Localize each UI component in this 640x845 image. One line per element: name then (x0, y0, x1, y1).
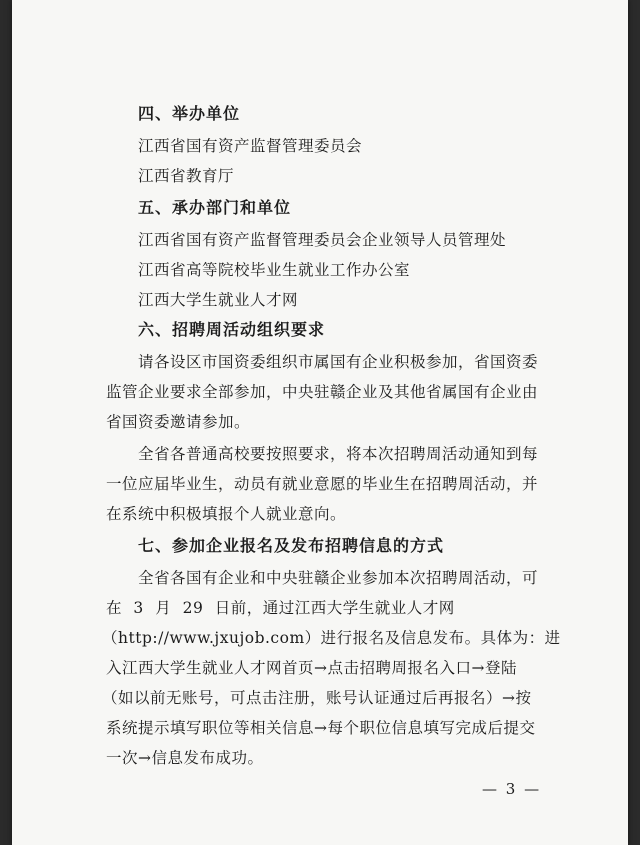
paragraph-6-2-line-2: 一位应届毕业生，动员有就业意愿的毕业生在招聘周活动，并 (106, 475, 539, 493)
paragraph-6-1-line-1: 请各设区市国资委组织市属国有企业积极参加，省国资委 (138, 353, 539, 371)
paragraph-6-2-line-3: 在系统中积极填报个人就业意向。 (106, 505, 347, 523)
paragraph-6-1-line-3: 省国资委邀请参加。 (106, 413, 251, 431)
paragraph-7-line-6: 系统提示填写职位等相关信息→每个职位信息填写完成后提交 (106, 719, 536, 737)
section-heading-5: 五、承办部门和单位 (138, 198, 292, 217)
section-heading-4: 四、举办单位 (138, 104, 241, 123)
paragraph-7-line-4: 入江西大学生就业人才网首页→点击招聘周报名入口→登陆 (106, 659, 517, 677)
undertaker-line-3: 江西大学生就业人才网 (138, 291, 299, 309)
section-heading-6: 六、招聘周活动组织要求 (138, 320, 326, 339)
page-number: — 3 — (482, 780, 542, 798)
undertaker-line-1: 江西省国有资产监督管理委员会企业领导人员管理处 (138, 231, 507, 249)
paragraph-7-line-7: 一次→信息发布成功。 (106, 749, 264, 767)
section-heading-7: 七、参加企业报名及发布招聘信息的方式 (138, 536, 445, 555)
document-page (12, 0, 628, 845)
paragraph-7-line-1: 全省各国有企业和中央驻赣企业参加本次招聘周活动，可 (138, 569, 539, 587)
paragraph-7-line-2: 在 3 月 29 日前，通过江西大学生就业人才网 (106, 599, 455, 617)
organizer-line-1: 江西省国有资产监督管理委员会 (138, 137, 363, 155)
undertaker-line-2: 江西省高等院校毕业生就业工作办公室 (138, 261, 411, 279)
organizer-line-2: 江西省教育厅 (138, 167, 235, 185)
paragraph-6-1-line-2: 监管企业要求全部参加，中央驻赣企业及其他省属国有企业由 (106, 383, 539, 401)
paragraph-7-line-3: （http://www.jxujob.com）进行报名及信息发布。具体为：进 (102, 629, 561, 647)
paragraph-7-line-5: （如以前无账号，可点击注册，账号认证通过后再报名）→按 (102, 689, 532, 707)
paragraph-6-2-line-1: 全省各普通高校要按照要求，将本次招聘周活动通知到每 (138, 445, 539, 463)
